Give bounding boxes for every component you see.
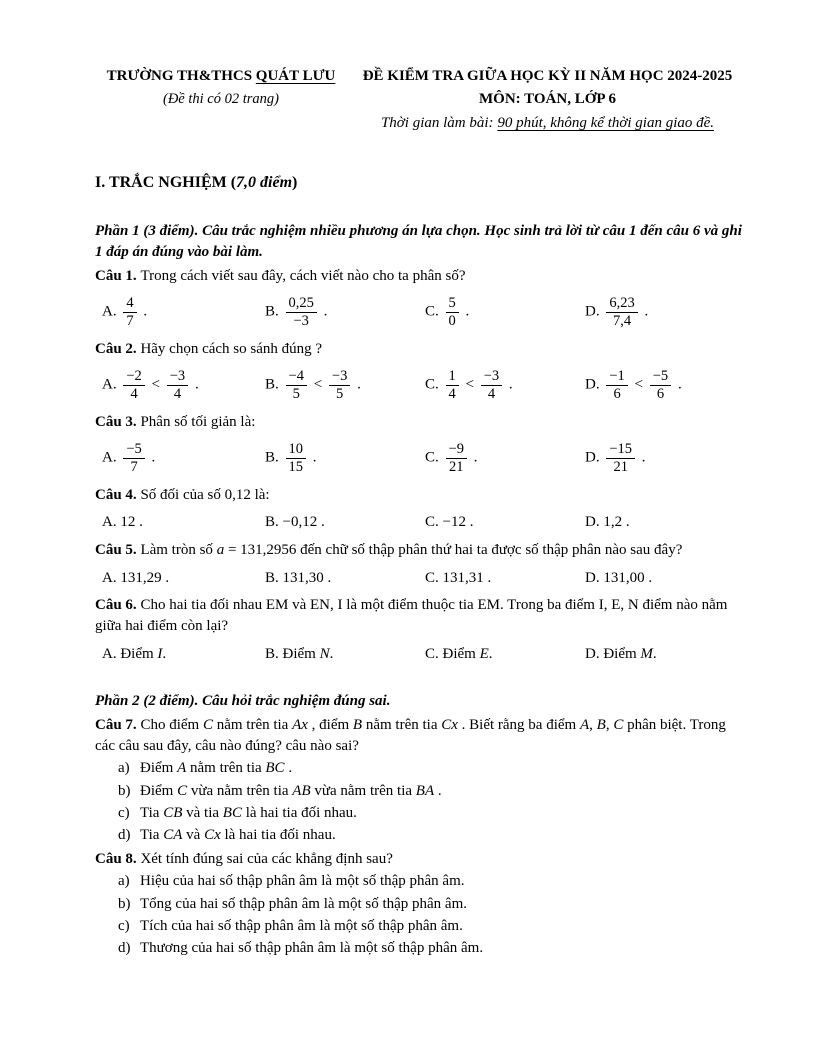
options-row [95,439,746,477]
question [95,540,746,588]
exam-subject: MÔN: TOÁN, LỚP 6 [479,90,616,107]
option-letter: A. [102,449,121,466]
option-letter: C. [425,569,443,586]
fraction-denominator: 0 [448,312,456,329]
answer-option: B. $\frac{10}{15}$ . [265,441,317,475]
answer-option: C. $\frac{5}{0}$ . [425,295,470,329]
statement-item: d) Thương của hai số thập phân âm là một số thập phân âm. [118,938,746,959]
pages-note: (Đề thi có 02 trang) [163,90,279,107]
answer-option: B. 131,30 . [265,569,332,586]
statement-marker: c) [118,804,130,821]
math-variable: E [479,645,489,662]
math-variable: I [157,645,163,662]
question [95,595,746,664]
fraction-denominator: 5 [292,385,300,402]
math-variable: a [216,541,225,558]
math-variable: B [596,717,606,734]
option-letter: D. [585,303,604,320]
fraction [606,368,627,402]
answer-option: B. Điểm N. [265,645,334,662]
fraction-numerator: 5 [446,295,459,313]
math-variable: M [640,645,653,662]
statement-list [95,871,746,958]
math-variable: Cx [441,717,458,734]
math-variable: BC [265,760,285,777]
question-label: Câu 5. [95,541,141,558]
option-letter: D. [585,449,604,466]
fraction-numerator: −3 [329,368,350,386]
option-letter: A. [102,514,121,531]
option-letter: C. [425,645,443,662]
fraction-denominator: 7 [130,458,138,475]
fraction-denominator: 5 [336,385,344,402]
answer-option: A. $\frac{-2}{4}$ < $\frac{-3}{4}$ . [102,368,199,402]
fraction [123,441,144,475]
answer-option: A. Điểm I. [102,645,167,662]
time-value: 90 phút, không kể thời gian giao đề. [497,115,715,132]
fraction [286,295,317,329]
section-title [95,172,748,194]
option-letter: D. [585,514,604,531]
options-row [95,293,746,331]
fraction-numerator: −1 [606,368,627,386]
fraction [446,441,467,475]
fraction [123,295,136,329]
part2-questions [95,715,748,959]
answer-option: D. $\frac{-15}{21}$ . [585,441,646,475]
fraction-numerator: 0,25 [286,295,317,313]
section-title-prefix: I. TRẮC NGHIỆM ( [95,174,237,192]
math-variable: BC [222,804,242,821]
options-row [95,568,746,589]
school-name [95,66,347,87]
question-label: Câu 7. [95,717,141,734]
statement-marker: a) [118,873,130,890]
statement-item: a) Điểm A nằm trên tia BC . [118,758,746,779]
header-left-block [95,66,347,109]
answer-option: C. $\frac{-9}{21}$ . [425,441,478,475]
school-name-underlined: QUÁT LƯU [255,68,336,84]
fraction-numerator: −5 [123,441,144,459]
fraction-denominator: 7 [126,312,134,329]
answer-option: C. Điểm E. [425,645,493,662]
question [95,412,746,478]
fraction-numerator: −3 [167,368,188,386]
fraction [123,368,144,402]
option-letter: B. [265,645,283,662]
option-letter: B. [265,376,283,393]
option-letter: C. [425,303,443,320]
fraction-denominator: 4 [173,385,182,402]
fraction [481,368,502,402]
statement-item: c) Tích của hai số thập phân âm là một số thập phân âm. [118,916,746,937]
answer-option: B. $\frac{0,25}{-3}$ . [265,295,328,329]
school-name-prefix: TRƯỜNG TH&THCS [106,68,256,84]
option-letter: B. [265,514,283,531]
math-variable: C [202,717,213,734]
answer-option: A. $\frac{-5}{7}$ . [102,441,156,475]
answer-option: C. $\frac{1}{4}$ < $\frac{-3}{4}$ . [425,368,513,402]
option-letter: C. [425,449,443,466]
fraction [650,368,671,402]
exam-header [95,66,748,134]
math-variable: Cx [204,827,221,844]
math-variable: C [613,717,624,734]
answer-option: C. 131,31 . [425,569,492,586]
fraction-numerator: −15 [606,441,635,459]
fraction-denominator: −3 [293,312,309,329]
fraction-denominator: 15 [288,458,304,475]
math-variable: AB [292,782,311,799]
question-label: Câu 1. [95,267,141,284]
question-text: Câu 2. Hãy chọn cách so sánh đúng ? [95,340,323,357]
statement-marker: b) [118,895,131,912]
question-text: Câu 1. Trong cách viết sau đây, cách viết nào cho ta phân số? [95,267,466,284]
option-letter: A. [102,569,121,586]
statement-list [95,758,746,845]
question [95,485,746,533]
math-variable: B [352,717,363,734]
answer-option: D. 131,00 . [585,569,653,586]
fraction-numerator: −4 [286,368,307,386]
fraction-denominator: 4 [448,385,456,402]
question [95,715,746,846]
section-title-points: 7,0 điểm [236,174,293,192]
answer-option: D. 1,2 . [585,514,630,531]
option-letter: C. [425,376,443,393]
fraction-numerator: 4 [123,295,136,313]
option-letter: D. [585,569,604,586]
section-title-suffix: ) [292,174,298,192]
option-letter: B. [265,449,283,466]
statement-item: c) Tia CB và tia BC là hai tia đối nhau. [118,803,746,824]
question-label: Câu 2. [95,340,141,357]
fraction-numerator: −9 [446,441,467,459]
fraction [446,368,459,402]
part1-heading: Phần 1 (3 điểm). Câu trắc nghiệm nhiều phương án lựa chọn. Học sinh trả lời từ câu 1 đến câu 6 và ghi 1 đáp án đúng vào bài làm. [95,223,742,260]
option-letter: B. [265,569,283,586]
fraction-numerator: 10 [286,441,307,459]
statement-marker: b) [118,782,131,799]
question-label: Câu 3. [95,413,141,430]
question-text: Câu 6. Cho hai tia đối nhau EM và EN, I là một điểm thuộc tia EM. Trong ba điểm I, E, N điểm nào nằm giữa hai điểm còn lại? [95,597,728,635]
math-variable: A [579,717,590,734]
math-variable: CB [163,804,183,821]
answer-option: D. $\frac{-1}{6}$ < $\frac{-5}{6}$ . [585,368,682,402]
fraction-numerator: 6,23 [606,295,637,313]
math-variable: Ax [292,717,308,734]
answer-option: D. Điểm M. [585,645,657,662]
answer-option: B. −0,12 . [265,514,325,531]
option-letter: B. [265,303,283,320]
fraction [606,441,635,475]
statement-marker: d) [118,939,131,956]
option-letter: A. [102,645,121,662]
math-variable: CA [163,827,183,844]
math-variable: BA [415,782,435,799]
fraction [446,295,459,329]
fraction-denominator: 4 [130,385,138,402]
math-variable: C [177,782,188,799]
fraction [286,368,307,402]
exam-time [347,113,748,134]
options-row [95,366,746,404]
question-label: Câu 4. [95,486,141,503]
option-letter: D. [585,645,604,662]
header-right-block [347,66,748,134]
time-label: Thời gian làm bài: [380,115,498,132]
answer-option: B. $\frac{-4}{5}$ < $\frac{-3}{5}$ . [265,368,361,402]
options-row [95,644,746,665]
statement-item: b) Điểm C vừa nằm trên tia AB vừa nằm trên tia BA . [118,781,746,802]
answer-option: C. −12 . [425,514,474,531]
fraction-denominator: 7,4 [612,312,632,329]
fraction [286,441,307,475]
question-text: Câu 8. Xét tính đúng sai của các khẳng định sau? [95,850,393,867]
fraction-denominator: 4 [487,385,496,402]
fraction-numerator: −3 [481,368,502,386]
options-row [95,512,746,533]
part2-heading: Phần 2 (2 điểm). Câu hỏi trắc nghiệm đúng sai. [95,693,391,710]
question [95,339,746,405]
option-letter: A. [102,376,121,393]
answer-option: A. 131,29 . [102,569,170,586]
exam-title: ĐỀ KIỂM TRA GIỮA HỌC KỲ II NĂM HỌC 2024-2025 [362,68,733,84]
fraction-denominator: 21 [613,458,628,475]
fraction-numerator: −5 [650,368,671,386]
question [95,266,746,332]
fraction-denominator: 6 [656,385,665,402]
answer-option: A. 12 . [102,514,143,531]
fraction-denominator: 21 [448,458,464,475]
fraction [167,368,188,402]
question-label: Câu 8. [95,850,141,867]
option-letter: C. [425,514,443,531]
statement-item: a) Hiệu của hai số thập phân âm là một số thập phân âm. [118,871,746,892]
statement-item: d) Tia CA và Cx là hai tia đối nhau. [118,825,746,846]
part1-questions [95,266,748,665]
question-text: Câu 5. Làm tròn số a = 131,2956 đến chữ số thập phân thứ hai ta được số thập phân nào sau đây? [95,541,683,558]
math-variable: A [177,760,187,777]
question-text: Câu 7. Cho điểm C nằm trên tia Ax , điểm B nằm trên tia Cx . Biết rằng ba điểm A, B, C phân biệt. Trong các câu sau đây, câu nào đúng? câu nào sai? [95,717,726,754]
math-variable: N [319,645,330,662]
option-letter: D. [585,376,604,393]
statement-marker: c) [118,917,130,934]
answer-option: D. $\frac{6,23}{7,4}$ . [585,295,649,329]
question [95,849,746,959]
question-label: Câu 6. [95,597,141,614]
fraction-denominator: 6 [613,385,621,402]
fraction-numerator: −2 [123,368,144,386]
statement-marker: d) [118,827,131,844]
fraction-numerator: 1 [446,368,459,386]
answer-option: A. $\frac{4}{7}$ . [102,295,148,329]
option-letter: A. [102,303,121,320]
question-text: Câu 4. Số đối của số 0,12 là: [95,486,270,503]
statement-marker: a) [118,760,130,777]
fraction [329,368,350,402]
fraction [606,295,637,329]
statement-item: b) Tổng của hai số thập phân âm là một số thập phân âm. [118,894,746,915]
question-text: Câu 3. Phân số tối giản là: [95,413,256,430]
